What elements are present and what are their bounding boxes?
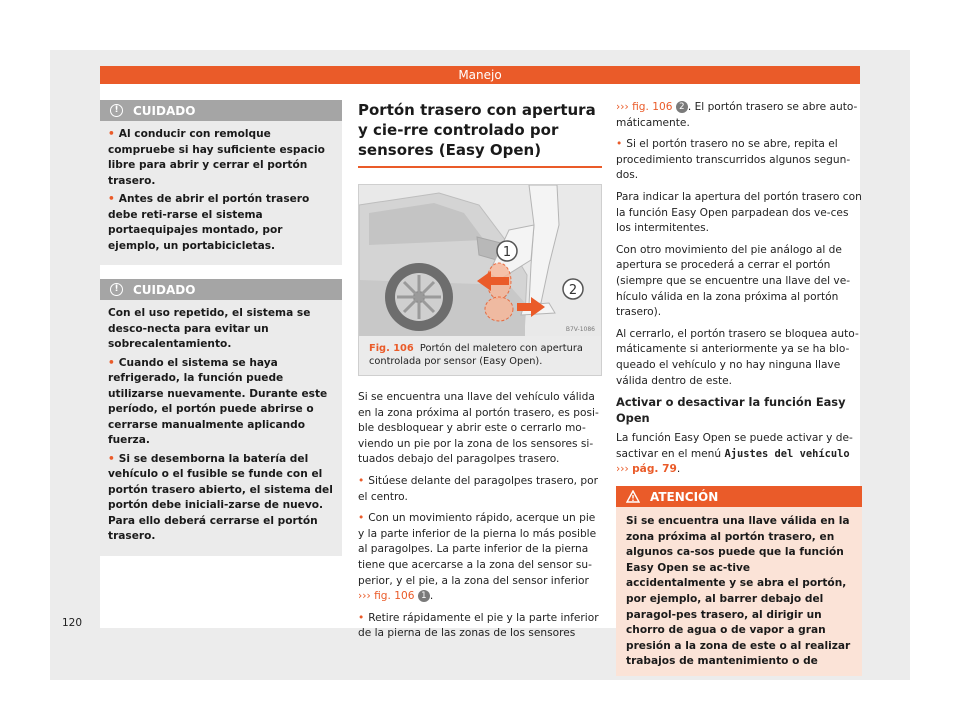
warning-title: ATENCIÓN bbox=[650, 489, 719, 504]
menu-path: Ajustes del vehículo bbox=[724, 447, 850, 460]
bullet-item: • Retire rápidamente el pie y la parte inferior de la pierna de las zonas de los sensores bbox=[358, 611, 599, 640]
bullet-icon: • bbox=[358, 611, 365, 624]
marker-ref-2: 2 bbox=[676, 101, 688, 113]
figure-106 bbox=[358, 184, 602, 376]
caution-body bbox=[100, 300, 342, 556]
caution-header bbox=[100, 100, 342, 121]
bullet-item: • Sitúese delante del paragolpes trasero, por el centro. bbox=[358, 474, 598, 503]
column-right bbox=[616, 100, 862, 676]
warning-body: Si se encuentra una llave válida en la zona próxima al portón trasero, en algunos ca-sos puede que la función Easy Open se ac-tive accidentalmente y se abra el portón, por ejemplo, al barrer debajo del paragol-pes trasero, al dirigir un chorro de agua o de vapor a gran presión a la zona de este o al realizar trabajos de mantenimiento o de bbox=[626, 515, 851, 668]
car-rear-illustration bbox=[359, 185, 601, 336]
column-middle bbox=[358, 100, 602, 648]
bullet-icon: • bbox=[616, 138, 623, 151]
info-icon: ! bbox=[110, 283, 123, 296]
paragraph: Al cerrarlo, el portón trasero se bloquea auto-máticamente si anteriormente ya se ha blo-queado el vehículo y no hay ninguna llave válida dentro de este. bbox=[616, 327, 859, 387]
caution-item: • Si se desemborna la batería del vehículo o el fusible se funde con el portón trasero abierto, el sistema del portón debe iniciali-zarse de nuevo. Para ello deberá cerrarse el portón trasero. bbox=[108, 452, 333, 542]
warning-triangle-icon bbox=[626, 490, 640, 503]
paragraph-continued: ››› fig. 106 2 . El portón trasero se abre auto-máticamente. bbox=[616, 101, 858, 129]
caution-item: • Al conducir con remolque compruebe si hay suficiente espacio libre para abrir y cerrar el portón trasero. bbox=[108, 128, 325, 187]
figure-caption: Fig. 106 Portón del maletero con apertura controlada por sensor (Easy Open). bbox=[359, 336, 601, 375]
marker-2: 2 bbox=[568, 283, 578, 298]
fig-reference-link[interactable]: fig. 106 bbox=[374, 590, 415, 603]
chapter-header: Manejo bbox=[100, 66, 860, 84]
caution-body bbox=[100, 121, 342, 265]
column-left bbox=[100, 100, 342, 570]
body-text-middle bbox=[358, 390, 602, 642]
bullet-icon: • bbox=[358, 474, 365, 487]
caution-box-1 bbox=[100, 100, 342, 265]
caution-intro: Con el uso repetido, el sistema se desco-necta para evitar un sobrecalentamiento. bbox=[108, 307, 311, 350]
paragraph: Para indicar la apertura del portón trasero con la función Easy Open parpadean dos ve-ces los intermitentes. bbox=[616, 190, 862, 235]
bullet-icon: • bbox=[108, 128, 115, 140]
bullet-item: • Si el portón trasero no se abre, repita el procedimiento transcurridos algunos segun-dos. bbox=[616, 138, 851, 182]
ref-arrow: ››› bbox=[616, 101, 629, 113]
page-number: 120 bbox=[62, 617, 83, 629]
caution-title: CUIDADO bbox=[133, 282, 196, 297]
caution-box-2 bbox=[100, 279, 342, 556]
caution-item: • Antes de abrir el portón trasero debe reti-rarse el sistema portaequipajes montado, por ejemplo, un portabicicletas. bbox=[108, 193, 310, 252]
marker-ref-1: 1 bbox=[418, 590, 430, 602]
section-title: Portón trasero con apertura y cie-rre controlado por sensores (Easy Open) bbox=[358, 100, 602, 168]
page-reference-link[interactable]: pág. 79 bbox=[632, 463, 677, 476]
body-text-right bbox=[616, 100, 862, 478]
bullet-icon: • bbox=[358, 512, 365, 525]
figure-code: B7V-1086 bbox=[565, 326, 595, 333]
bullet-icon: • bbox=[108, 356, 115, 369]
bullet-icon: • bbox=[108, 193, 115, 205]
ref-arrow: ››› bbox=[358, 590, 371, 603]
paragraph: Si se encuentra una llave del vehículo válida en la zona próxima al portón trasero, es posi-ble desbloquear y abrir este o cerrarlo mo-viendo un pie por la zona de los sensores si-tuados debajo del paragolpes trasero. bbox=[358, 391, 599, 466]
caution-title: CUIDADO bbox=[133, 103, 196, 118]
caution-header bbox=[100, 279, 342, 300]
bullet-icon: • bbox=[108, 452, 115, 465]
caution-item: • Cuando el sistema se haya refrigerado, la función puede utilizarse nuevamente. Durante este período, el portón puede abrirse o cerrarse manualmente aplicando fuerza. bbox=[108, 356, 328, 446]
subheading: Activar o desactivar la función Easy Open bbox=[616, 395, 846, 425]
paragraph: Con otro movimiento del pie análogo al de apertura se procederá a cerrar el portón (siempre que se encuentre una llave del ve-hículo válida en la zona próxima al portón trasero). bbox=[616, 243, 851, 319]
paragraph: La función Easy Open se puede activar y de-sactivar en el menú Ajustes del vehículo ››› pág. 79. bbox=[616, 432, 853, 476]
bullet-item: • Con un movimiento rápido, acerque un pie y la parte inferior de la pierna lo más posible al paragolpes. La parte inferior de la pierna tiene que acercarse a la zona del sensor su-perior, y el pie, a la zona del sensor inferior ››› fig. 106 1 . bbox=[358, 512, 597, 603]
ref-arrow: ››› bbox=[616, 463, 629, 476]
warning-header bbox=[616, 486, 862, 507]
warning-box bbox=[616, 486, 862, 676]
marker-1: 1 bbox=[502, 245, 512, 260]
fig-reference-link[interactable]: fig. 106 bbox=[632, 101, 673, 113]
info-icon: ! bbox=[110, 104, 123, 117]
figure-label: Fig. 106 bbox=[369, 343, 414, 354]
